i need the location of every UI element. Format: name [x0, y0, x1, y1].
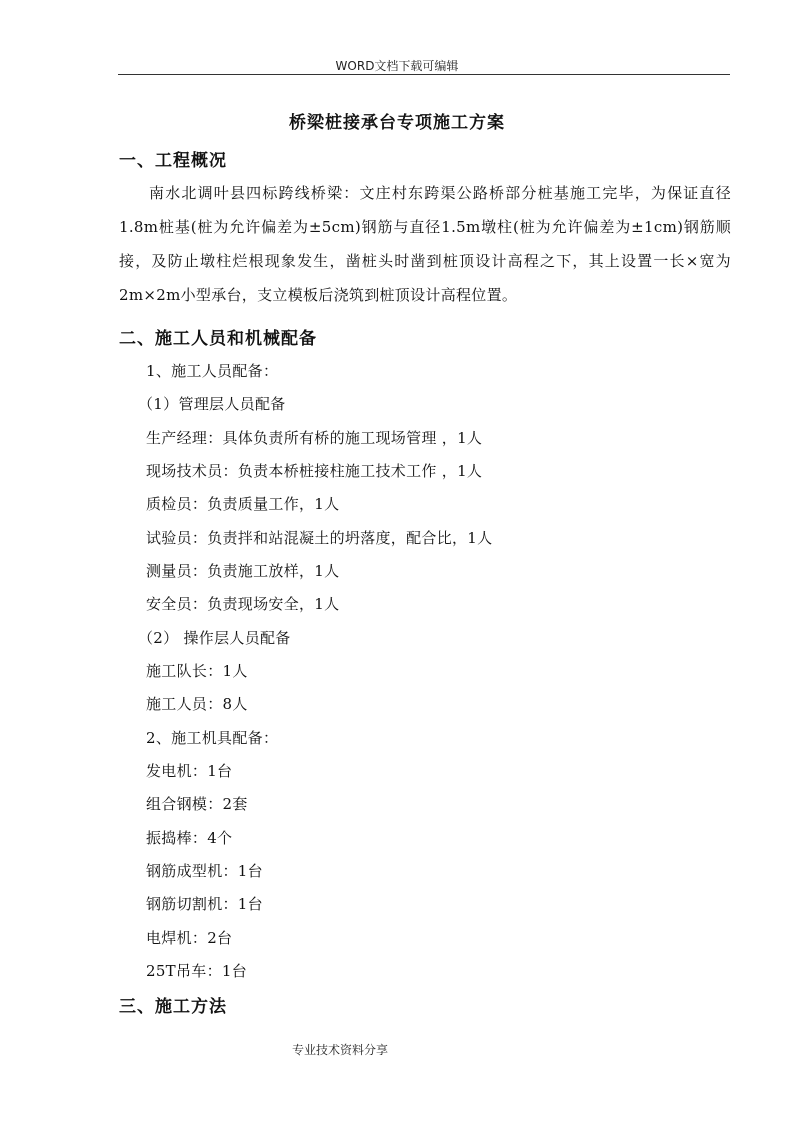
machine-item: 钢筋切割机：1台 — [146, 895, 263, 913]
machine-item: 发电机：1台 — [146, 762, 233, 780]
operator-item: 施工队长：1人 — [146, 662, 248, 680]
machine-item: 电焊机：2台 — [146, 929, 233, 947]
section1-heading: 一、工程概况 — [119, 151, 227, 171]
machine-item: 钢筋成型机：1台 — [146, 862, 263, 880]
management-group-heading: （1）管理层人员配备 — [138, 395, 286, 413]
document-title: 桥梁桩接承台专项施工方案 — [289, 113, 505, 133]
staff-item: 生产经理：具体负责所有桥的施工现场管理 ，1人 — [146, 429, 483, 447]
machine-item: 25T吊车：1台 — [146, 962, 248, 980]
staff-item: 安全员：负责现场安全，1人 — [146, 595, 340, 613]
operator-item: 施工人员：8人 — [146, 695, 248, 713]
staff-item: 测量员：负责施工放样，1人 — [146, 562, 340, 580]
machine-item: 组合钢模：2套 — [146, 795, 248, 813]
header-text: WORD文档下载可编辑 — [335, 59, 459, 73]
machine-item: 振捣棒：4个 — [146, 829, 233, 847]
operation-group-heading: （2） 操作层人员配备 — [138, 629, 291, 647]
page-footer: 专业技术资料分享 — [291, 1043, 388, 1057]
staff-item: 现场技术员：负责本桥桩接柱施工技术工作 ，1人 — [146, 462, 483, 480]
section3-heading: 三、施工方法 — [119, 997, 227, 1017]
staff-item: 试验员：负责拌和站混凝土的坍落度，配合比，1人 — [146, 529, 493, 547]
header-rule — [118, 74, 730, 75]
section1-paragraph: 南水北调叶县四标跨线桥梁：文庄村东跨渠公路桥部分桩基施工完毕，为保证直径1.8m桩基(桩为允许偏差为±5cm)钢筋与直径1.5m墩柱(桩为允许偏差为±1cm)钢筋顺接，及防止墩柱烂根现象发生，凿桩头时凿到桩顶设计高程之下，其上设置一长×宽为2m×2m小型承台，支立模板后浇筑到桩顶设计高程位置。 — [119, 184, 731, 304]
section2-heading: 二、施工人员和机械配备 — [119, 329, 317, 349]
staff-item: 质检员：负责质量工作，1人 — [146, 495, 340, 513]
staff-subheading: 1、施工人员配备： — [146, 362, 279, 380]
machinery-subheading: 2、施工机具配备： — [146, 729, 279, 747]
